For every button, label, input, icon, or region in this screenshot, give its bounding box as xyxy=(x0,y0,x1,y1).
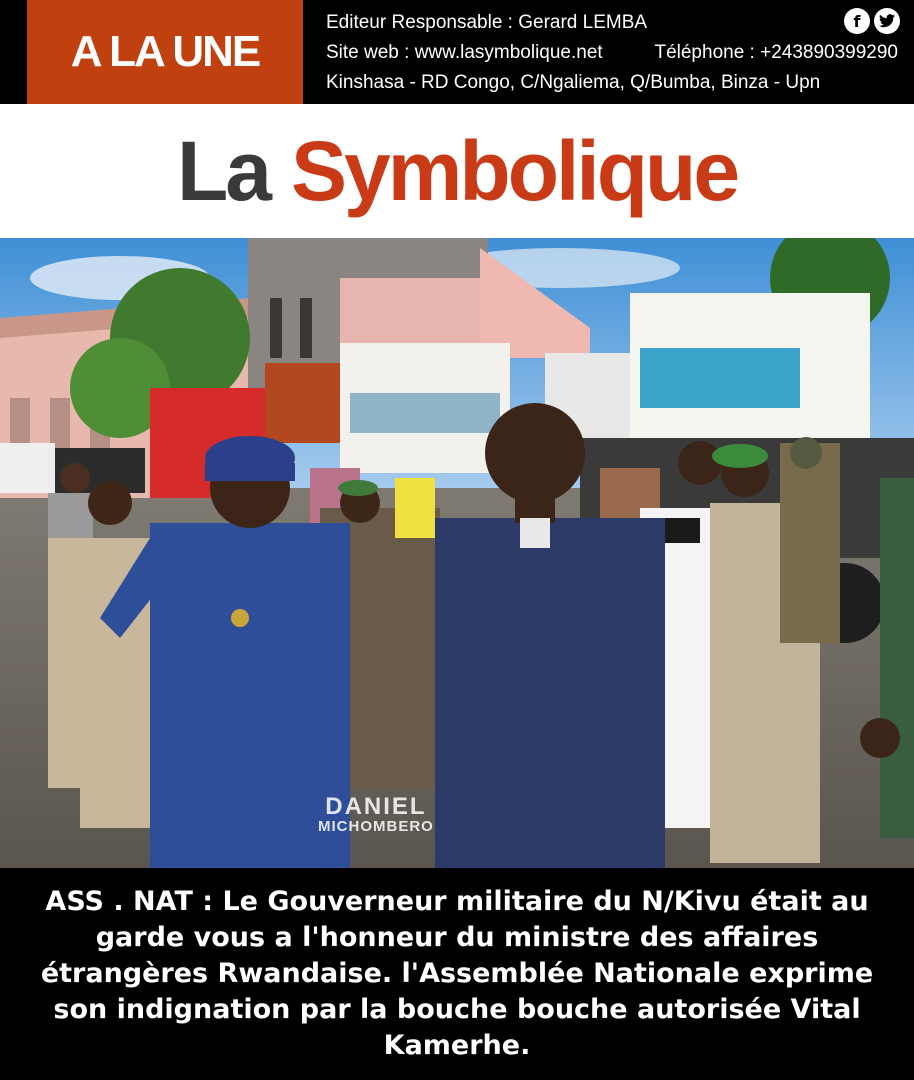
address-line: Kinshasa - RD Congo, C/Ngaliema, Q/Bumba, Binza - Upn xyxy=(326,72,821,93)
section-badge xyxy=(27,0,303,104)
soldier-right xyxy=(780,443,840,643)
twitter-bird-glyph xyxy=(879,14,895,28)
header-bar xyxy=(0,0,914,104)
photographer-watermark xyxy=(318,795,434,834)
publisher-info xyxy=(326,8,906,98)
twitter-icon[interactable] xyxy=(874,8,900,34)
masthead xyxy=(0,104,914,238)
website-line[interactable]: Site web : www.lasymbolique.net xyxy=(326,42,603,63)
social-links xyxy=(844,8,900,34)
watermark-line-1: DANIEL xyxy=(325,793,427,820)
watermark-line-2: MICHOMBERO xyxy=(318,818,434,835)
suv-white xyxy=(0,443,55,493)
headline-text: ASS . NAT : Le Gouverneur militaire du N/Kivu était au garde vous a l'honneur du ministre des affaires étrangères Rwandaise. l'Assemblée Nationale exprime son indignation par la bouche bouche autorisée Vital Kamerhe. xyxy=(40,886,874,1061)
editor-line: Editeur Responsable : Gerard LEMBA xyxy=(326,12,648,33)
minister-suit xyxy=(435,518,665,868)
photo-illustration xyxy=(0,238,914,868)
contact-row xyxy=(326,38,898,68)
news-photo xyxy=(0,238,914,868)
section-badge-label: A LA UNE xyxy=(70,27,260,76)
masthead-word-la: La xyxy=(176,123,269,218)
facebook-icon[interactable]: f xyxy=(844,8,870,34)
headline-caption xyxy=(0,868,914,1080)
phone-line: Téléphone : +243890399290 xyxy=(654,42,898,63)
masthead-word-symbolique: Symbolique xyxy=(290,123,738,218)
